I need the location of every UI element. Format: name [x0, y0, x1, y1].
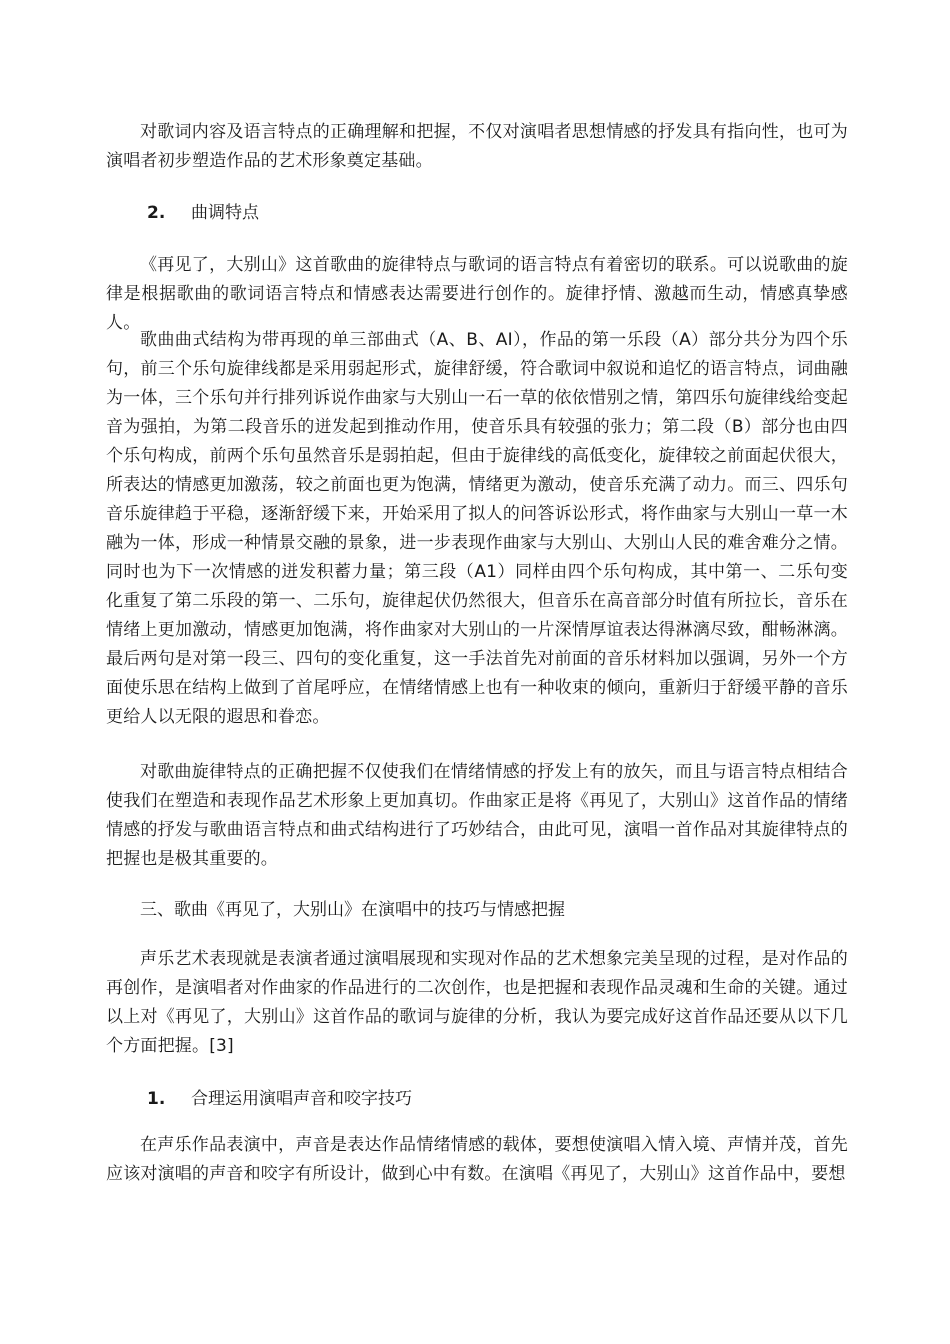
subheading-text: 合理运用演唱声音和咬字技巧 — [191, 1089, 412, 1109]
paragraph-lyrics-understanding: 对歌词内容及语言特点的正确理解和把握，不仅对演唱者思想情感的抒发具有指向性，也可为演唱者初步塑造作品的艺术形象奠定基础。 — [106, 122, 848, 171]
section-heading-three: 三、歌曲《再见了，大别山》在演唱中的技巧与情感把握 — [140, 900, 565, 920]
paragraph-melody-grasp: 对歌曲旋律特点的正确把握不仅使我们在情绪情感的抒发上有的放矢，而且与语言特点相结合使我们在塑造和表现作品艺术形象上更加真切。作曲家正是将《再见了，大别山》这首作品的情绪情感的抒发与歌曲语言特点和曲式结构进行了巧妙结合，由此可见，演唱一首作品对其旋律特点的把握也是极其重要的。 — [106, 762, 848, 869]
paragraph-melody-relation: 《再见了，大别山》这首歌曲的旋律特点与歌词的语言特点有着密切的联系。可以说歌曲的旋律是根据歌曲的歌词语言特点和情感表达需要进行创作的。旋律抒情、激越而生动，情感真挚感人。 — [106, 255, 848, 333]
subheading-number: 2. — [147, 203, 166, 223]
paragraph-voice-carrier: 在声乐作品表演中，声音是表达作品情绪情感的载体，要想使演唱入情入境、声情并茂，首先应该对演唱的声音和咬字有所设计，做到心中有数。在演唱《再见了，大别山》这首作品中，要想 — [106, 1135, 848, 1184]
paragraph-form-structure: 歌曲曲式结构为带再现的单三部曲式（A、B、AI），作品的第一乐段（A）部分共分为四个乐句，前三个乐句旋律线都是采用弱起形式，旋律舒缓，符合歌词中叙说和追忆的语言特点，词曲融为一体，三个乐句并行排列诉说作曲家与大别山一石一草的依依惜别之情，第四乐句旋律线给变起音为强拍，为第二段音乐的迸发起到推动作用，使音乐具有较强的张力；第二段（B）部分也由四个乐句构成，前两个乐句虽然音乐是弱拍起，但由于旋律线的高低变化，旋律较之前面起伏很大，所表达的情感更加激荡，较之前面也更为饱满，情绪更为激动，使音乐充满了动力。而三、四乐句音乐旋律趋于平稳，逐渐舒缓下来，开始采用了拟人的问答诉讼形式，将作曲家与大别山一草一木融为一体，形成一种情景交融的景象，进一步表现作曲家与大别山、大别山人民的难舍难分之情。同时也为下一次情感的迸发积蓄力量；第三段（A1）同样由四个乐句构成，其中第一、二乐句变化重复了第二乐段的第一、二乐句，旋律起伏仍然很大，但音乐在高音部分时值有所拉长，音乐在情绪上更加激动，情感更加饱满，将作曲家对大别山的一片深情厚谊表达得淋漓尽致，酣畅淋漓。最后两句是对第一段三、四句的变化重复，这一手法首先对前面的音乐材料加以强调，另外一个方面使乐思在结构上做到了首尾呼应，在情绪情感上也有一种收束的倾向，重新归于舒缓平静的音乐更给人以无限的遐思和眷恋。 — [106, 330, 848, 727]
paragraph-vocal-art: 声乐艺术表现就是表演者通过演唱展现和实现对作品的艺术想象完美呈现的过程，是对作品的再创作，是演唱者对作曲家的作品进行的二次创作，也是把握和表现作品灵魂和生命的关键。通过以上对《再见了，大别山》这首作品的歌词与旋律的分析，我认为要完成好这首作品还要从以下几个方面把握。[3] — [106, 949, 848, 1056]
subheading-number: 1. — [147, 1089, 166, 1109]
subheading-text: 曲调特点 — [191, 203, 259, 223]
subheading-melody-features — [147, 199, 259, 228]
subheading-vocal-technique — [147, 1085, 412, 1114]
